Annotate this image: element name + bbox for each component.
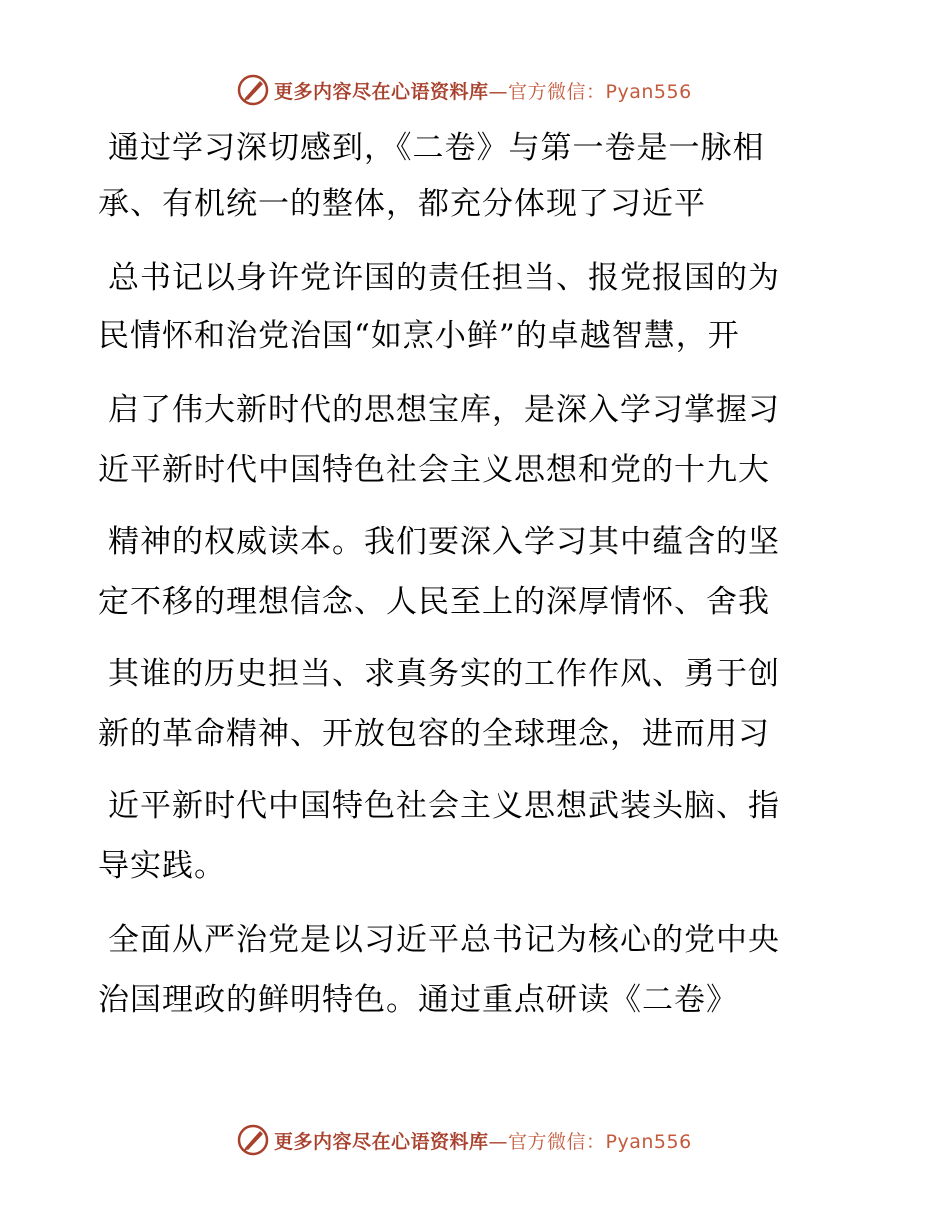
text-line: 近平新时代中国特色社会主义思想和党的十九大: [98, 452, 770, 488]
banner-title: 更多内容尽在心语资料库: [274, 1130, 489, 1153]
banner-title: 更多内容尽在心语资料库: [274, 80, 489, 103]
text-line: 民情怀和治党治国“如烹小鲜”的卓越智慧，开: [98, 318, 740, 354]
text-line: 承、有机统一的整体，都充分体现了习近平: [98, 186, 706, 222]
text-line: 导实践。: [98, 848, 226, 884]
text-line: 新的革命精神、开放包容的全球理念，进而用习: [98, 716, 770, 752]
text-line: 其谁的历史担当、求真务实的工作作风、勇于创: [108, 656, 780, 692]
text-line: 全面从严治党是以习近平总书记为核心的党中央: [108, 922, 780, 958]
banner-account: 官方微信：Pyan556: [508, 80, 692, 103]
text-line: 近平新时代中国特色社会主义思想武装头脑、指: [108, 788, 780, 824]
text-line: 治国理政的鲜明特色。通过重点研读《二卷》: [98, 982, 738, 1018]
text-line: 精神的权威读本。我们要深入学习其中蕴含的坚: [108, 524, 780, 560]
quill-pen-logo-icon: [236, 73, 270, 107]
text-line: 定不移的理想信念、人民至上的深厚情怀、舍我: [98, 584, 770, 620]
banner-dash: —: [488, 1130, 509, 1153]
banner-dash: —: [488, 80, 509, 103]
banner-account: 官方微信：Pyan556: [508, 1130, 692, 1153]
footer-watermark-banner: [236, 1122, 692, 1158]
text-line: 启了伟大新时代的思想宝库，是深入学习掌握习: [108, 392, 780, 428]
quill-pen-logo-icon: [236, 1123, 270, 1157]
text-line: 通过学习深切感到，《二卷》与第一卷是一脉相: [108, 130, 765, 166]
header-watermark-banner: [236, 72, 692, 108]
text-line: 总书记以身许党许国的责任担当、报党报国的为: [108, 260, 780, 296]
